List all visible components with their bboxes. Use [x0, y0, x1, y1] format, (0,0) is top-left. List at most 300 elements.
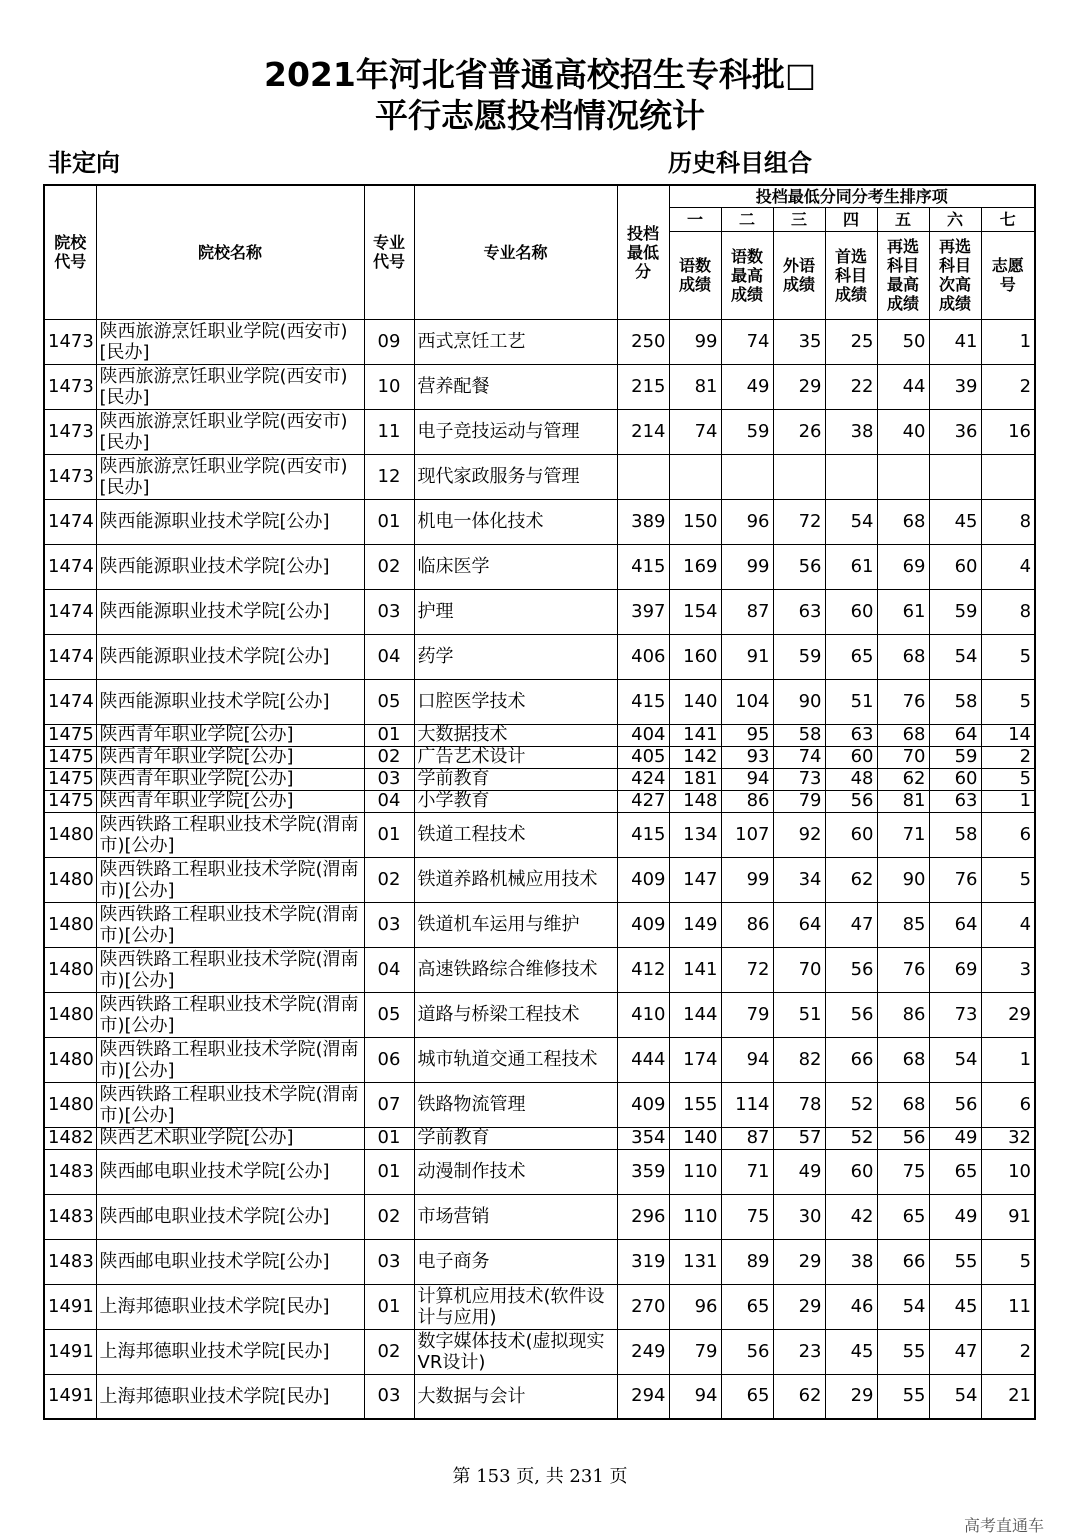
table-row — [44, 724, 1035, 746]
table-cell: 86 — [721, 902, 773, 947]
table-header — [44, 185, 1035, 319]
table-cell: 04 — [364, 634, 414, 679]
header-rank: 五 — [877, 207, 929, 231]
table-cell: 5 — [981, 634, 1035, 679]
table-cell: 1 — [981, 790, 1035, 812]
table-cell: 141 — [669, 724, 721, 746]
table-cell: 23 — [773, 1329, 825, 1374]
table-cell: 65 — [825, 634, 877, 679]
table-row — [44, 634, 1035, 679]
table-cell: 大数据技术 — [414, 724, 617, 746]
table-cell: 学前教育 — [414, 1127, 617, 1149]
table-cell: 81 — [877, 790, 929, 812]
watermark: 高考直通车 — [964, 1516, 1045, 1535]
table-cell — [877, 454, 929, 499]
table-cell: 45 — [929, 1284, 981, 1329]
table-cell: 6 — [981, 1082, 1035, 1127]
table-cell: 64 — [929, 902, 981, 947]
table-cell: 56 — [929, 1082, 981, 1127]
table-row — [44, 812, 1035, 857]
table-cell: 131 — [669, 1239, 721, 1284]
table-cell: 91 — [981, 1194, 1035, 1239]
table-cell: 61 — [825, 544, 877, 589]
table-cell: 160 — [669, 634, 721, 679]
table-row — [44, 319, 1035, 364]
table-cell: 359 — [617, 1149, 669, 1194]
table-cell: 66 — [825, 1037, 877, 1082]
table-cell: 54 — [929, 1374, 981, 1419]
table-cell: 54 — [929, 634, 981, 679]
table-cell: 47 — [825, 902, 877, 947]
table-cell: 21 — [981, 1374, 1035, 1419]
table-cell: 营养配餐 — [414, 364, 617, 409]
header-rank: 一 — [669, 207, 721, 231]
table-cell: 99 — [721, 544, 773, 589]
table-cell: 陕西能源职业技术学院[公办] — [96, 679, 364, 724]
table-cell: 69 — [929, 947, 981, 992]
table-cell: 42 — [825, 1194, 877, 1239]
table-cell: 65 — [929, 1149, 981, 1194]
table-cell: 409 — [617, 1082, 669, 1127]
table-cell: 39 — [929, 364, 981, 409]
table-cell: 86 — [721, 790, 773, 812]
table-cell: 29 — [773, 364, 825, 409]
table-cell: 11 — [981, 1284, 1035, 1329]
header-school-code: 院校代号 — [44, 185, 96, 319]
table-cell: 电子商务 — [414, 1239, 617, 1284]
table-cell: 64 — [773, 902, 825, 947]
table-cell: 96 — [721, 499, 773, 544]
table-cell: 陕西铁路工程职业技术学院(渭南市)[公办] — [96, 947, 364, 992]
table-cell: 94 — [669, 1374, 721, 1419]
table-cell: 1491 — [44, 1329, 96, 1374]
table-cell: 215 — [617, 364, 669, 409]
table-cell: 5 — [981, 679, 1035, 724]
table-cell: 94 — [721, 1037, 773, 1082]
table-cell: 214 — [617, 409, 669, 454]
header-school-name: 院校名称 — [96, 185, 364, 319]
table-cell: 铁路物流管理 — [414, 1082, 617, 1127]
table-cell: 140 — [669, 1127, 721, 1149]
table-cell: 01 — [364, 1149, 414, 1194]
table-cell: 406 — [617, 634, 669, 679]
table-cell: 8 — [981, 499, 1035, 544]
table-cell: 小学教育 — [414, 790, 617, 812]
header-min-score: 投档最低分 — [617, 185, 669, 319]
table-cell: 45 — [929, 499, 981, 544]
table-cell: 1480 — [44, 812, 96, 857]
table-cell: 55 — [877, 1329, 929, 1374]
table-cell: 52 — [825, 1127, 877, 1149]
table-cell: 60 — [929, 544, 981, 589]
table-cell: 99 — [721, 857, 773, 902]
table-cell: 58 — [773, 724, 825, 746]
table-cell: 西式烹饪工艺 — [414, 319, 617, 364]
table-cell: 1483 — [44, 1149, 96, 1194]
table-cell: 64 — [929, 724, 981, 746]
table-cell: 57 — [773, 1127, 825, 1149]
table-cell: 陕西铁路工程职业技术学院(渭南市)[公办] — [96, 1082, 364, 1127]
table-cell: 计算机应用技术(软件设计与应用) — [414, 1284, 617, 1329]
table-cell: 02 — [364, 746, 414, 768]
table-cell: 陕西铁路工程职业技术学院(渭南市)[公办] — [96, 812, 364, 857]
table-cell: 96 — [669, 1284, 721, 1329]
table-cell: 389 — [617, 499, 669, 544]
table-cell: 01 — [364, 812, 414, 857]
table-cell: 陕西旅游烹饪职业学院(西安市)[民办] — [96, 319, 364, 364]
table-cell: 60 — [825, 746, 877, 768]
table-cell: 55 — [877, 1374, 929, 1419]
table-cell: 87 — [721, 1127, 773, 1149]
table-row — [44, 1374, 1035, 1419]
table-cell: 72 — [773, 499, 825, 544]
table-cell: 49 — [773, 1149, 825, 1194]
table-cell: 415 — [617, 679, 669, 724]
table-cell: 86 — [877, 992, 929, 1037]
table-cell: 72 — [721, 947, 773, 992]
table-cell: 91 — [721, 634, 773, 679]
table-row — [44, 1329, 1035, 1374]
table-body — [44, 319, 1035, 1419]
table-cell: 1473 — [44, 364, 96, 409]
table-cell: 38 — [825, 1239, 877, 1284]
table-cell: 1482 — [44, 1127, 96, 1149]
table-cell: 陕西青年职业学院[公办] — [96, 790, 364, 812]
table-cell: 75 — [877, 1149, 929, 1194]
table-row — [44, 1082, 1035, 1127]
table-cell: 40 — [877, 409, 929, 454]
table-cell: 63 — [825, 724, 877, 746]
table-cell: 陕西青年职业学院[公办] — [96, 746, 364, 768]
table-cell: 66 — [877, 1239, 929, 1284]
table-cell: 10 — [981, 1149, 1035, 1194]
table-cell: 现代家政服务与管理 — [414, 454, 617, 499]
table-cell: 陕西邮电职业技术学院[公办] — [96, 1194, 364, 1239]
table-cell: 81 — [669, 364, 721, 409]
table-cell: 114 — [721, 1082, 773, 1127]
table-cell: 54 — [877, 1284, 929, 1329]
table-cell: 49 — [929, 1127, 981, 1149]
table-cell: 141 — [669, 947, 721, 992]
table-cell: 56 — [877, 1127, 929, 1149]
table-cell: 06 — [364, 1037, 414, 1082]
table-cell: 110 — [669, 1149, 721, 1194]
table-cell: 409 — [617, 902, 669, 947]
table-cell: 134 — [669, 812, 721, 857]
table-cell: 03 — [364, 589, 414, 634]
table-cell: 444 — [617, 1037, 669, 1082]
table-cell: 169 — [669, 544, 721, 589]
table-cell: 铁道工程技术 — [414, 812, 617, 857]
table-cell: 01 — [364, 724, 414, 746]
table-cell: 1480 — [44, 902, 96, 947]
table-row — [44, 1037, 1035, 1082]
table-cell: 142 — [669, 746, 721, 768]
table-cell: 学前教育 — [414, 768, 617, 790]
table-row — [44, 1239, 1035, 1284]
table-cell: 02 — [364, 544, 414, 589]
table-cell: 陕西能源职业技术学院[公办] — [96, 589, 364, 634]
table-cell — [929, 454, 981, 499]
table-cell: 74 — [669, 409, 721, 454]
table-cell: 56 — [773, 544, 825, 589]
table-cell: 54 — [929, 1037, 981, 1082]
table-cell — [773, 454, 825, 499]
table-cell: 1475 — [44, 790, 96, 812]
table-cell: 62 — [877, 768, 929, 790]
table-cell: 01 — [364, 1284, 414, 1329]
table-cell: 65 — [721, 1284, 773, 1329]
table-cell: 14 — [981, 724, 1035, 746]
header-sort-item: 志愿号 — [981, 231, 1035, 319]
table-cell: 2 — [981, 746, 1035, 768]
table-cell — [669, 454, 721, 499]
table-cell: 249 — [617, 1329, 669, 1374]
table-row — [44, 364, 1035, 409]
table-cell: 陕西铁路工程职业技术学院(渭南市)[公办] — [96, 902, 364, 947]
table-cell: 陕西青年职业学院[公办] — [96, 768, 364, 790]
table-cell: 79 — [669, 1329, 721, 1374]
table-cell: 07 — [364, 1082, 414, 1127]
table-cell: 424 — [617, 768, 669, 790]
table-cell: 76 — [929, 857, 981, 902]
table-cell: 1474 — [44, 499, 96, 544]
header-sort-item: 首选科目成绩 — [825, 231, 877, 319]
table-cell: 3 — [981, 947, 1035, 992]
table-cell: 1480 — [44, 1082, 96, 1127]
table-cell: 陕西铁路工程职业技术学院(渭南市)[公办] — [96, 857, 364, 902]
page-title-line1: 2021年河北省普通高校招生专科批□ — [263, 55, 817, 94]
table-cell: 26 — [773, 409, 825, 454]
table-cell: 404 — [617, 724, 669, 746]
table-cell: 5 — [981, 1239, 1035, 1284]
table-cell: 56 — [721, 1329, 773, 1374]
table-cell: 陕西旅游烹饪职业学院(西安市)[民办] — [96, 364, 364, 409]
table-cell: 61 — [877, 589, 929, 634]
table-cell: 46 — [825, 1284, 877, 1329]
table-cell: 5 — [981, 768, 1035, 790]
table-row — [44, 1284, 1035, 1329]
table-cell: 150 — [669, 499, 721, 544]
table-cell: 68 — [877, 1037, 929, 1082]
table-cell: 319 — [617, 1239, 669, 1284]
table-cell: 155 — [669, 1082, 721, 1127]
table-cell: 107 — [721, 812, 773, 857]
table-cell: 03 — [364, 1374, 414, 1419]
table-cell: 65 — [721, 1374, 773, 1419]
table-cell: 427 — [617, 790, 669, 812]
table-cell: 1480 — [44, 1037, 96, 1082]
table-cell: 铁道机车运用与维护 — [414, 902, 617, 947]
table-cell: 58 — [929, 679, 981, 724]
table-cell: 动漫制作技术 — [414, 1149, 617, 1194]
table-cell: 63 — [773, 589, 825, 634]
table-row — [44, 790, 1035, 812]
table-cell: 1 — [981, 319, 1035, 364]
table-cell: 4 — [981, 544, 1035, 589]
table-cell: 93 — [721, 746, 773, 768]
table-cell: 354 — [617, 1127, 669, 1149]
table-row — [44, 902, 1035, 947]
table-cell: 陕西青年职业学院[公办] — [96, 724, 364, 746]
table-cell: 59 — [929, 589, 981, 634]
table-cell: 147 — [669, 857, 721, 902]
header-sort-item: 再选科目最高成绩 — [877, 231, 929, 319]
table-cell: 30 — [773, 1194, 825, 1239]
header-rank: 六 — [929, 207, 981, 231]
table-cell: 1473 — [44, 454, 96, 499]
table-cell: 79 — [773, 790, 825, 812]
header-sort-item: 语数最高成绩 — [721, 231, 773, 319]
table-row — [44, 768, 1035, 790]
table-cell: 22 — [825, 364, 877, 409]
table-cell: 154 — [669, 589, 721, 634]
table-cell — [825, 454, 877, 499]
header-major-name: 专业名称 — [414, 185, 617, 319]
table-cell: 01 — [364, 1127, 414, 1149]
table-cell: 陕西能源职业技术学院[公办] — [96, 544, 364, 589]
table-cell: 1480 — [44, 857, 96, 902]
table-cell: 高速铁路综合维修技术 — [414, 947, 617, 992]
table-cell: 陕西邮电职业技术学院[公办] — [96, 1149, 364, 1194]
table-cell: 60 — [929, 768, 981, 790]
table-cell: 79 — [721, 992, 773, 1037]
table-row — [44, 1127, 1035, 1149]
table-cell: 49 — [929, 1194, 981, 1239]
table-cell: 上海邦德职业技术学院[民办] — [96, 1329, 364, 1374]
table-cell: 陕西铁路工程职业技术学院(渭南市)[公办] — [96, 992, 364, 1037]
table-cell: 02 — [364, 1329, 414, 1374]
table-cell: 92 — [773, 812, 825, 857]
table-row — [44, 947, 1035, 992]
table-row — [44, 857, 1035, 902]
table-cell: 1480 — [44, 947, 96, 992]
table-cell: 陕西能源职业技术学院[公办] — [96, 499, 364, 544]
table-cell: 4 — [981, 902, 1035, 947]
table-cell: 32 — [981, 1127, 1035, 1149]
table-cell: 52 — [825, 1082, 877, 1127]
table-cell: 广告艺术设计 — [414, 746, 617, 768]
table-row — [44, 499, 1035, 544]
table-cell: 陕西旅游烹饪职业学院(西安市)[民办] — [96, 409, 364, 454]
table-row — [44, 409, 1035, 454]
table-cell: 68 — [877, 634, 929, 679]
table-cell: 陕西旅游烹饪职业学院(西安市)[民办] — [96, 454, 364, 499]
table-cell: 49 — [721, 364, 773, 409]
table-cell: 1473 — [44, 409, 96, 454]
table-cell: 174 — [669, 1037, 721, 1082]
table-cell: 数字媒体技术(虚拟现实VR设计) — [414, 1329, 617, 1374]
table-cell: 01 — [364, 499, 414, 544]
table-cell: 78 — [773, 1082, 825, 1127]
table-row — [44, 544, 1035, 589]
table-cell: 25 — [825, 319, 877, 364]
table-cell: 51 — [773, 992, 825, 1037]
table-cell: 1474 — [44, 589, 96, 634]
table-cell: 89 — [721, 1239, 773, 1284]
table-cell: 148 — [669, 790, 721, 812]
table-cell: 04 — [364, 790, 414, 812]
table-cell: 60 — [825, 812, 877, 857]
table-cell: 1474 — [44, 679, 96, 724]
table-cell: 04 — [364, 947, 414, 992]
table-cell: 8 — [981, 589, 1035, 634]
table-cell: 05 — [364, 679, 414, 724]
table-cell: 陕西艺术职业学院[公办] — [96, 1127, 364, 1149]
table-cell — [721, 454, 773, 499]
table-cell: 62 — [825, 857, 877, 902]
table-cell: 56 — [825, 992, 877, 1037]
table-row — [44, 454, 1035, 499]
table-cell: 149 — [669, 902, 721, 947]
table-cell: 1475 — [44, 768, 96, 790]
table-cell: 74 — [721, 319, 773, 364]
table-cell: 58 — [929, 812, 981, 857]
table-cell: 65 — [877, 1194, 929, 1239]
table-cell: 1491 — [44, 1374, 96, 1419]
table-cell: 56 — [825, 947, 877, 992]
table-cell: 104 — [721, 679, 773, 724]
table-cell: 68 — [877, 499, 929, 544]
table-cell: 73 — [773, 768, 825, 790]
table-cell: 45 — [825, 1329, 877, 1374]
table-cell: 69 — [877, 544, 929, 589]
table-cell: 55 — [929, 1239, 981, 1284]
table-cell: 94 — [721, 768, 773, 790]
admission-table — [43, 184, 1036, 1420]
table-cell: 1473 — [44, 319, 96, 364]
table-cell: 道路与桥梁工程技术 — [414, 992, 617, 1037]
table-cell: 62 — [773, 1374, 825, 1419]
table-cell: 市场营销 — [414, 1194, 617, 1239]
table-row — [44, 679, 1035, 724]
table-cell: 1475 — [44, 724, 96, 746]
table-cell: 48 — [825, 768, 877, 790]
table-cell: 270 — [617, 1284, 669, 1329]
table-cell: 412 — [617, 947, 669, 992]
table-cell: 410 — [617, 992, 669, 1037]
table-cell: 29 — [773, 1284, 825, 1329]
table-cell: 电子竞技运动与管理 — [414, 409, 617, 454]
table-cell: 1483 — [44, 1239, 96, 1284]
table-cell: 56 — [825, 790, 877, 812]
table-cell: 47 — [929, 1329, 981, 1374]
table-cell: 51 — [825, 679, 877, 724]
table-cell: 59 — [721, 409, 773, 454]
table-cell: 02 — [364, 857, 414, 902]
table-cell: 机电一体化技术 — [414, 499, 617, 544]
table-cell: 76 — [877, 679, 929, 724]
table-cell: 397 — [617, 589, 669, 634]
table-cell: 75 — [721, 1194, 773, 1239]
table-cell: 415 — [617, 544, 669, 589]
header-major-code: 专业代号 — [364, 185, 414, 319]
table-cell: 181 — [669, 768, 721, 790]
table-cell: 85 — [877, 902, 929, 947]
table-cell: 02 — [364, 1194, 414, 1239]
table-cell: 6 — [981, 812, 1035, 857]
table-cell: 90 — [877, 857, 929, 902]
table-row — [44, 1194, 1035, 1239]
table-cell: 71 — [721, 1149, 773, 1194]
header-rank: 三 — [773, 207, 825, 231]
header-tiebreak-group: 投档最低分同分考生排序项 — [669, 185, 1035, 207]
table-row — [44, 992, 1035, 1037]
table-cell: 87 — [721, 589, 773, 634]
table-cell: 110 — [669, 1194, 721, 1239]
table-cell: 09 — [364, 319, 414, 364]
table-cell: 60 — [825, 589, 877, 634]
